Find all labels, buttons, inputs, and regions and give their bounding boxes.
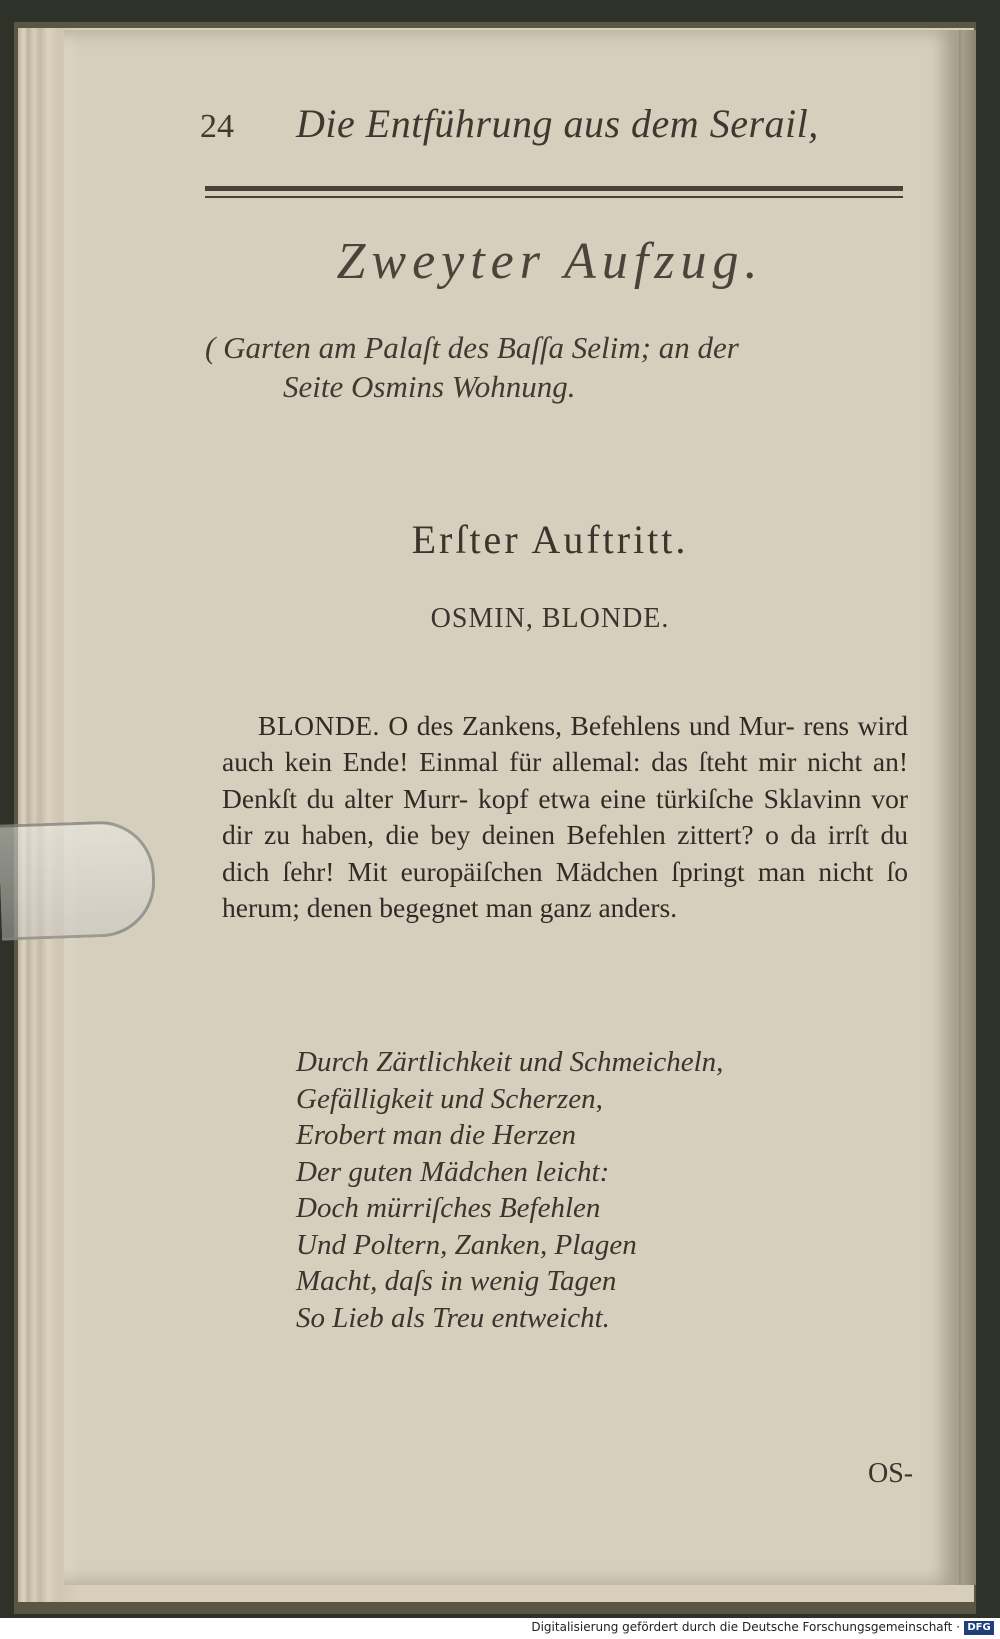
dialogue-paragraph: [222, 708, 908, 926]
page-number: 24: [200, 108, 234, 145]
catchword: OS-: [868, 1458, 914, 1489]
scene-title: Erſter Auftritt.: [411, 517, 689, 562]
verse-line: Durch Zärtlichkeit und Schmeicheln,: [296, 1046, 724, 1078]
verse-block: [296, 1044, 916, 1336]
prose-line: das ſteht mir nicht an! Denkſt du alter Murr-: [222, 746, 908, 814]
stage-direction: [205, 328, 915, 406]
stage-direction-line: ( Garten am Palaſt des Baſſa Selim; an der: [205, 330, 739, 365]
footer-credit: Digitalisierung gefördert durch die Deutsche Forschungsgemeinschaft ·: [531, 1620, 960, 1634]
verse-line: Macht, daſs in wenig Tagen: [296, 1265, 617, 1297]
verse-line: Erobert man die Herzen: [296, 1119, 577, 1151]
prose-line: kopf etwa eine türkiſche Sklavinn vor dir zu: [222, 782, 908, 851]
header-rule-thin: [205, 196, 903, 198]
verse-line: Doch mürriſches Befehlen: [296, 1192, 601, 1224]
verse-line: Gefälligkeit und Scherzen,: [296, 1082, 603, 1115]
dfg-logo-icon: DFG: [964, 1621, 994, 1635]
prose-line: ganz anders.: [539, 892, 678, 924]
verse-line: Der guten Mädchen leicht:: [296, 1155, 610, 1188]
prose-line: rens wird auch kein Ende! Einmal für allemal:: [222, 710, 908, 778]
verse-line: Und Poltern, Zanken, Plagen: [296, 1228, 637, 1261]
prose-line: O des Zankens, Befehlens und Mur-: [388, 710, 795, 741]
character-list: OSMIN, BLONDE.: [430, 603, 670, 634]
prose-line: haben, die bey deinen Befehlen zittert? o da: [301, 819, 817, 851]
verse-line: So Lieb als Treu entweicht.: [296, 1301, 610, 1334]
stage-direction-line: Seite Osmins Wohnung.: [283, 369, 576, 404]
prose-line: ſpringt man nicht ſo herum; denen begegnet man: [222, 855, 908, 924]
plastic-page-clip: [0, 819, 157, 940]
running-title: Die Entführung aus dem Serail,: [296, 101, 819, 146]
footer-bar: [0, 1618, 1000, 1639]
prose-line: irrſt du dich ſehr! Mit europäiſchen Mädchen: [222, 819, 908, 887]
act-title: Zweyter Aufzug.: [336, 233, 764, 290]
page-header: [200, 100, 900, 160]
header-rule: [205, 186, 903, 191]
speaker-name: BLONDE.: [258, 710, 380, 741]
